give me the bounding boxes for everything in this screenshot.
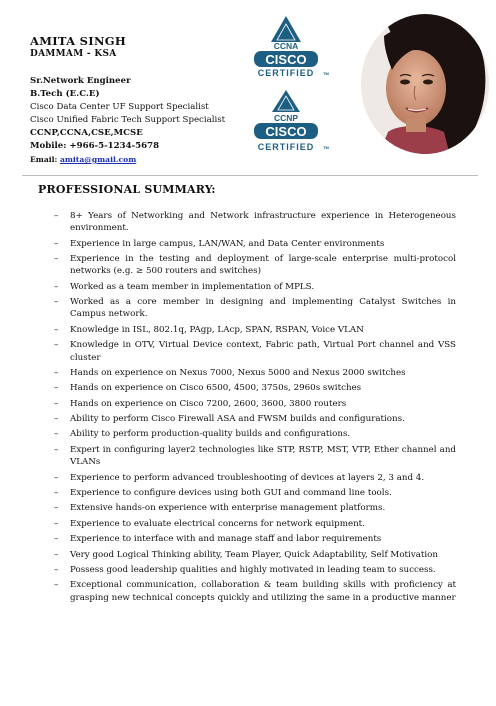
ccnp-certified-text: CERTIFIED xyxy=(257,142,315,152)
summary-item xyxy=(54,487,456,499)
dash-bullet-icon: – xyxy=(54,383,59,394)
ccna-brand-text: CISCO xyxy=(265,52,307,67)
dash-bullet-icon: – xyxy=(54,487,59,498)
ccna-cert-text: CCNA xyxy=(273,41,299,51)
dash-bullet-icon: – xyxy=(54,444,59,455)
summary-item xyxy=(54,398,456,410)
summary-item-text: Knowledge in OTV, Virtual Device context, Fabric path, Virtual Port channel and VSS cluster xyxy=(70,340,456,363)
summary-item xyxy=(54,549,456,561)
summary-item-text: Ability to perform Cisco Firewall ASA and FWSM builds and configurations. xyxy=(70,414,405,425)
summary-item xyxy=(54,382,456,394)
summary-item xyxy=(54,472,456,484)
summary-item xyxy=(54,324,456,336)
dash-bullet-icon: – xyxy=(54,518,59,529)
profile-photo xyxy=(358,12,492,156)
summary-item-text: Experience in the testing and deployment of large-scale enterprise multi-protocol networks (e.g. ≥ 500 routers and switches) xyxy=(70,254,456,277)
summary-item xyxy=(54,339,456,364)
summary-item xyxy=(54,428,456,440)
role-line-2: Cisco Unified Fabric Tech Support Specialist xyxy=(30,115,226,125)
ccna-certified-text: CERTIFIED xyxy=(257,68,315,78)
summary-item-text: Worked as a team member in implementation of MPLS. xyxy=(70,281,315,292)
summary-item xyxy=(54,210,456,235)
dash-bullet-icon: – xyxy=(54,398,59,409)
ccnp-tm-text: TM xyxy=(323,145,329,150)
candidate-location: DAMMAM - KSA xyxy=(30,49,117,59)
email-link[interactable]: amita@gmail.com xyxy=(59,155,137,164)
dash-bullet-icon: – xyxy=(54,429,59,440)
summary-item-text: Extensive hands-on experience with enterprise management platforms. xyxy=(70,503,386,514)
dash-bullet-icon: – xyxy=(54,254,59,265)
dash-bullet-icon: – xyxy=(54,297,59,308)
summary-item xyxy=(54,413,456,425)
ccna-tm-text: TM xyxy=(323,71,329,76)
summary-item-text: Experience to perform advanced troubleshooting of devices at layers 2, 3 and 4. xyxy=(70,472,425,483)
summary-item-text: 8+ Years of Networking and Network infrastructure experience in Heterogeneous environment. xyxy=(70,211,456,234)
role-line-1: Cisco Data Center UF Support Specialist xyxy=(30,102,209,112)
job-title: Sr.Network Engineer xyxy=(30,76,131,86)
ccna-badge-icon xyxy=(246,14,336,82)
summary-item xyxy=(54,367,456,379)
summary-item-text: Hands on experience on Nexus 7000, Nexus 5000 and Nexus 2000 switches xyxy=(70,367,406,378)
summary-item xyxy=(54,238,456,250)
summary-list xyxy=(54,210,456,607)
dash-bullet-icon: – xyxy=(54,472,59,483)
portrait-icon xyxy=(358,12,492,156)
summary-item-text: Hands on experience on Cisco 7200, 2600, 3600, 3800 routers xyxy=(70,398,347,409)
ccnp-cert-text: CCNP xyxy=(273,113,299,123)
dash-bullet-icon: – xyxy=(54,534,59,545)
degree: B.Tech (E.C.E) xyxy=(30,89,100,99)
email-line xyxy=(30,153,260,166)
dash-bullet-icon: – xyxy=(54,549,59,560)
dash-bullet-icon: – xyxy=(54,367,59,378)
dash-bullet-icon: – xyxy=(54,238,59,249)
summary-item xyxy=(54,444,456,469)
contact-block xyxy=(30,34,260,166)
summary-item xyxy=(54,502,456,514)
summary-item-text: Exceptional communication, collaboration & team building skills with proficiency at grasping new technical concepts quickly and utilizing the same in a productive manner xyxy=(70,580,456,603)
summary-item-text: Knowledge in ISL, 802.1q, PAgp, LAcp, SPAN, RSPAN, Voice VLAN xyxy=(70,324,364,335)
summary-item-text: Worked as a core member in designing and implementing Catalyst Switches in Campus network. xyxy=(70,297,456,320)
section-divider xyxy=(22,175,478,176)
ccnp-logo xyxy=(246,90,336,158)
ccna-logo xyxy=(246,14,336,82)
dash-bullet-icon: – xyxy=(54,211,59,221)
dash-bullet-icon: – xyxy=(54,414,59,425)
summary-item xyxy=(54,518,456,530)
dash-bullet-icon: – xyxy=(54,281,59,292)
summary-item xyxy=(54,281,456,293)
summary-item-text: Experience to configure devices using both GUI and command line tools. xyxy=(70,487,392,498)
ccnp-badge-icon xyxy=(246,90,336,158)
summary-item-text: Experience in large campus, LAN/WAN, and Data Center environments xyxy=(70,238,385,249)
candidate-name: AMITA SINGH xyxy=(30,34,127,48)
dash-bullet-icon: – xyxy=(54,503,59,514)
ccnp-brand-text: CISCO xyxy=(265,124,307,139)
summary-item xyxy=(54,564,456,576)
summary-item xyxy=(54,253,456,278)
dash-bullet-icon: – xyxy=(54,324,59,335)
email-label: Email: xyxy=(30,155,60,164)
info-lines xyxy=(30,75,260,166)
summary-item xyxy=(54,533,456,545)
dash-bullet-icon: – xyxy=(54,564,59,575)
summary-item-text: Expert in configuring layer2 technologies like STP, RSTP, MST, VTP, Ether channel and VLANs xyxy=(70,444,456,468)
summary-item-text: Ability to perform production-quality builds and configurations. xyxy=(70,429,351,440)
certifications: CCNP,CCNA,CSE,MCSE xyxy=(30,128,143,138)
summary-heading: PROFESSIONAL SUMMARY: xyxy=(38,183,216,196)
mobile-number: Mobile: +966-5-1234-5678 xyxy=(30,141,160,151)
summary-item-text: Very good Logical Thinking ability, Team Player, Quick Adaptability, Self Motivation xyxy=(70,549,439,560)
dash-bullet-icon: – xyxy=(54,340,59,351)
summary-item-text: Experience to interface with and manage staff and labor requirements xyxy=(70,534,382,545)
summary-item-text: Experience to evaluate electrical concerns for network equipment. xyxy=(70,518,365,529)
summary-item xyxy=(54,579,456,604)
summary-item xyxy=(54,296,456,321)
summary-item-text: Hands on experience on Cisco 6500, 4500, 3750s, 2960s switches xyxy=(70,383,362,394)
dash-bullet-icon: – xyxy=(54,580,59,591)
summary-item-text: Possess good leadership qualities and highly motivated in leading team to success. xyxy=(70,564,436,575)
